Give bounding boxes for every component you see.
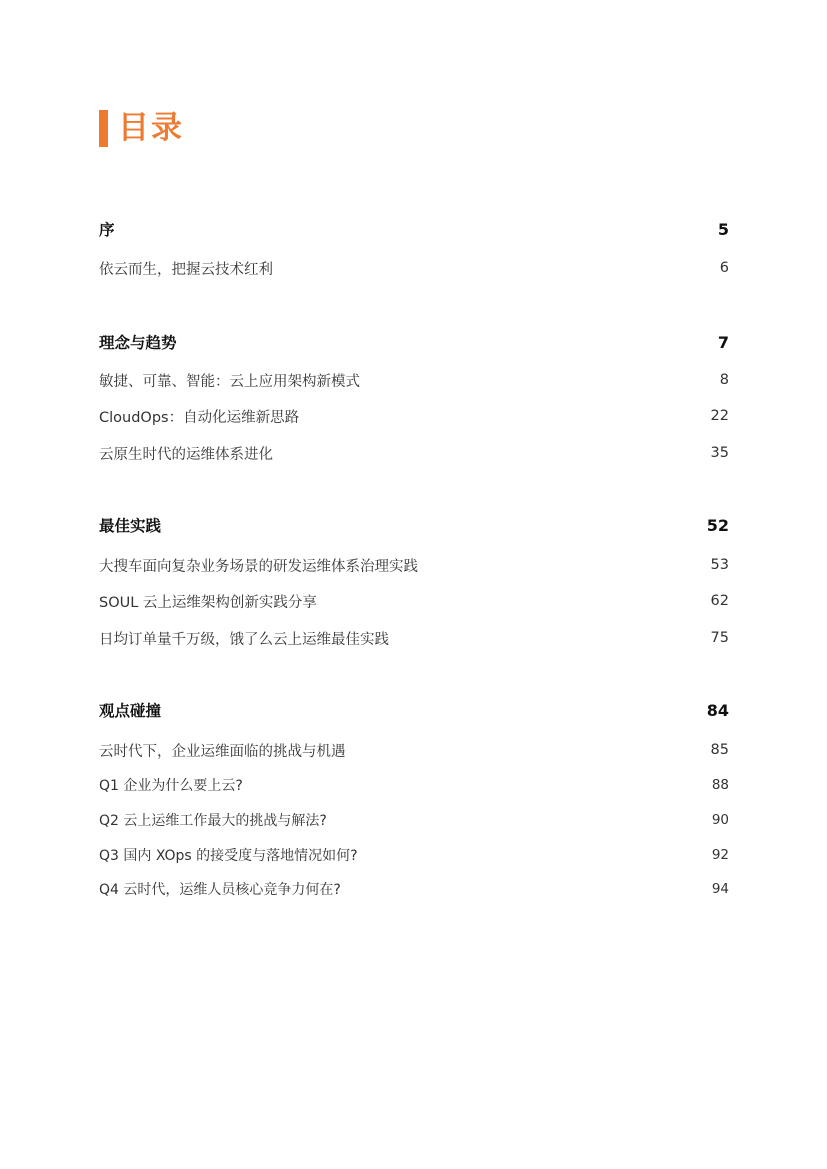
toc-entry[interactable] — [99, 843, 729, 867]
toc-section-title: 理念与趋势 — [99, 334, 177, 352]
toc-entry[interactable] — [99, 626, 729, 650]
toc-entry-title: Q4 云时代，运维人员核心竞争力何在? — [99, 882, 341, 898]
toc-entry[interactable] — [99, 589, 729, 613]
toc-entry[interactable] — [99, 441, 729, 465]
toc-entry-title: 敏捷、可靠、智能：云上应用架构新模式 — [99, 373, 360, 390]
title-accent-bar — [99, 110, 108, 147]
toc-entry-page: 75 — [710, 630, 729, 646]
toc-section-page: 5 — [717, 219, 729, 239]
toc-section[interactable] — [99, 698, 729, 722]
toc-entry-title: 云时代下，企业运维面临的挑战与机遇 — [99, 743, 346, 760]
toc-section[interactable] — [99, 217, 729, 241]
toc-entry-title: 依云而生，把握云技术红利 — [99, 261, 273, 278]
toc-entry-title: Q1 企业为什么要上云? — [99, 778, 243, 794]
toc-section[interactable] — [99, 513, 729, 537]
toc-entry-title: 大搜车面向复杂业务场景的研发运维体系治理实践 — [99, 558, 418, 575]
toc-entry-page: 53 — [710, 557, 729, 573]
toc-entry-title: Q2 云上运维工作最大的挑战与解法? — [99, 813, 327, 829]
toc-entry-title: 日均订单量千万级，饿了么云上运维最佳实践 — [99, 631, 389, 648]
toc-entry[interactable] — [99, 404, 729, 428]
toc-section-page: 7 — [717, 332, 729, 352]
toc-section-title: 序 — [99, 221, 115, 239]
toc-entry-page: 85 — [710, 742, 729, 758]
toc-section-title: 观点碰撞 — [99, 702, 162, 720]
toc-entry[interactable] — [99, 877, 729, 901]
toc-entry[interactable] — [99, 808, 729, 832]
toc-entry-title: Q3 国内 XOps 的接受度与落地情况如何? — [99, 848, 358, 864]
toc-entry-page: 90 — [711, 812, 729, 828]
toc-entry-page: 92 — [711, 847, 729, 863]
toc-entry[interactable] — [99, 256, 729, 280]
toc-section-page: 84 — [706, 700, 729, 720]
toc-section[interactable] — [99, 330, 729, 354]
page-title: 目录 — [118, 110, 184, 146]
toc-entry-page: 8 — [719, 372, 729, 388]
toc-entry[interactable] — [99, 553, 729, 577]
toc-entry-page: 22 — [710, 408, 729, 424]
toc-entry-title: CloudOps：自动化运维新思路 — [99, 409, 300, 426]
toc-section-title: 最佳实践 — [99, 517, 162, 535]
toc-entry-title: SOUL 云上运维架构创新实践分享 — [99, 594, 317, 611]
toc-entry-page: 62 — [710, 593, 729, 609]
toc-header — [99, 108, 184, 148]
toc-entry-page: 35 — [710, 445, 729, 461]
toc-entry-title: 云原生时代的运维体系进化 — [99, 446, 273, 463]
toc-entry[interactable] — [99, 738, 729, 762]
toc-entry-page: 88 — [711, 777, 729, 793]
toc-entry[interactable] — [99, 368, 729, 392]
toc-section-page: 52 — [706, 515, 729, 535]
toc-entry-page: 94 — [711, 881, 729, 897]
toc-entry-page: 6 — [719, 260, 729, 276]
toc-entry[interactable] — [99, 773, 729, 797]
